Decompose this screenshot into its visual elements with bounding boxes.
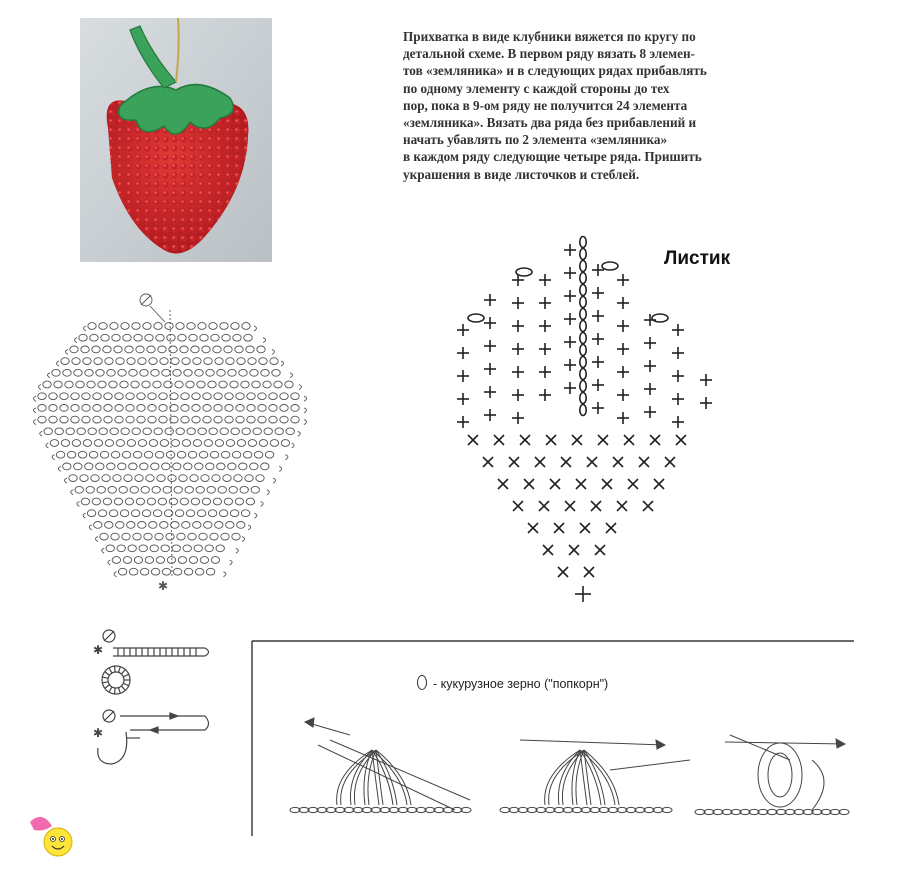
asterisk-icon: ✱ [93,643,104,657]
intro-line: детальной схеме. В первом ряду вязать 8 элемен- [403,46,695,62]
asterisk-icon: ✱ [93,726,104,740]
popcorn-legend [417,675,608,691]
intro-line: по одному элементу с каждой стороны до тех [403,80,670,96]
intro-line: пор, пока в 9-ом ряду не получится 24 элемента [403,97,688,113]
intro-line: Прихватка в виде клубники вяжется по кругу по [403,29,696,44]
stem-chart [93,630,209,764]
popcorn-stitch-box [252,641,854,836]
popcorn-illustrations [290,718,849,815]
popcorn-symbol-icon [417,675,427,690]
intro-line: в каждом ряду следующие четыре ряда. Пришить [403,149,702,165]
svg-text:✱: ✱ [158,579,169,593]
intro-line: украшения в виде листочков и стеблей. [403,166,640,182]
smiley-icon [26,812,78,860]
intro-line: тов «земляника» и в следующих рядах прибавлять [403,63,707,79]
leaf-chart [457,237,712,603]
leaf-title: Листик [664,248,731,269]
legend-text: - кукурузное зерно ("попкорн") [433,677,609,691]
intro-line: начать убавлять по 2 элемента «земляника» [403,132,668,148]
intro-line: «земляника». Вязать два ряда без прибавлений и [403,115,697,131]
strawberry-chart [34,294,307,593]
